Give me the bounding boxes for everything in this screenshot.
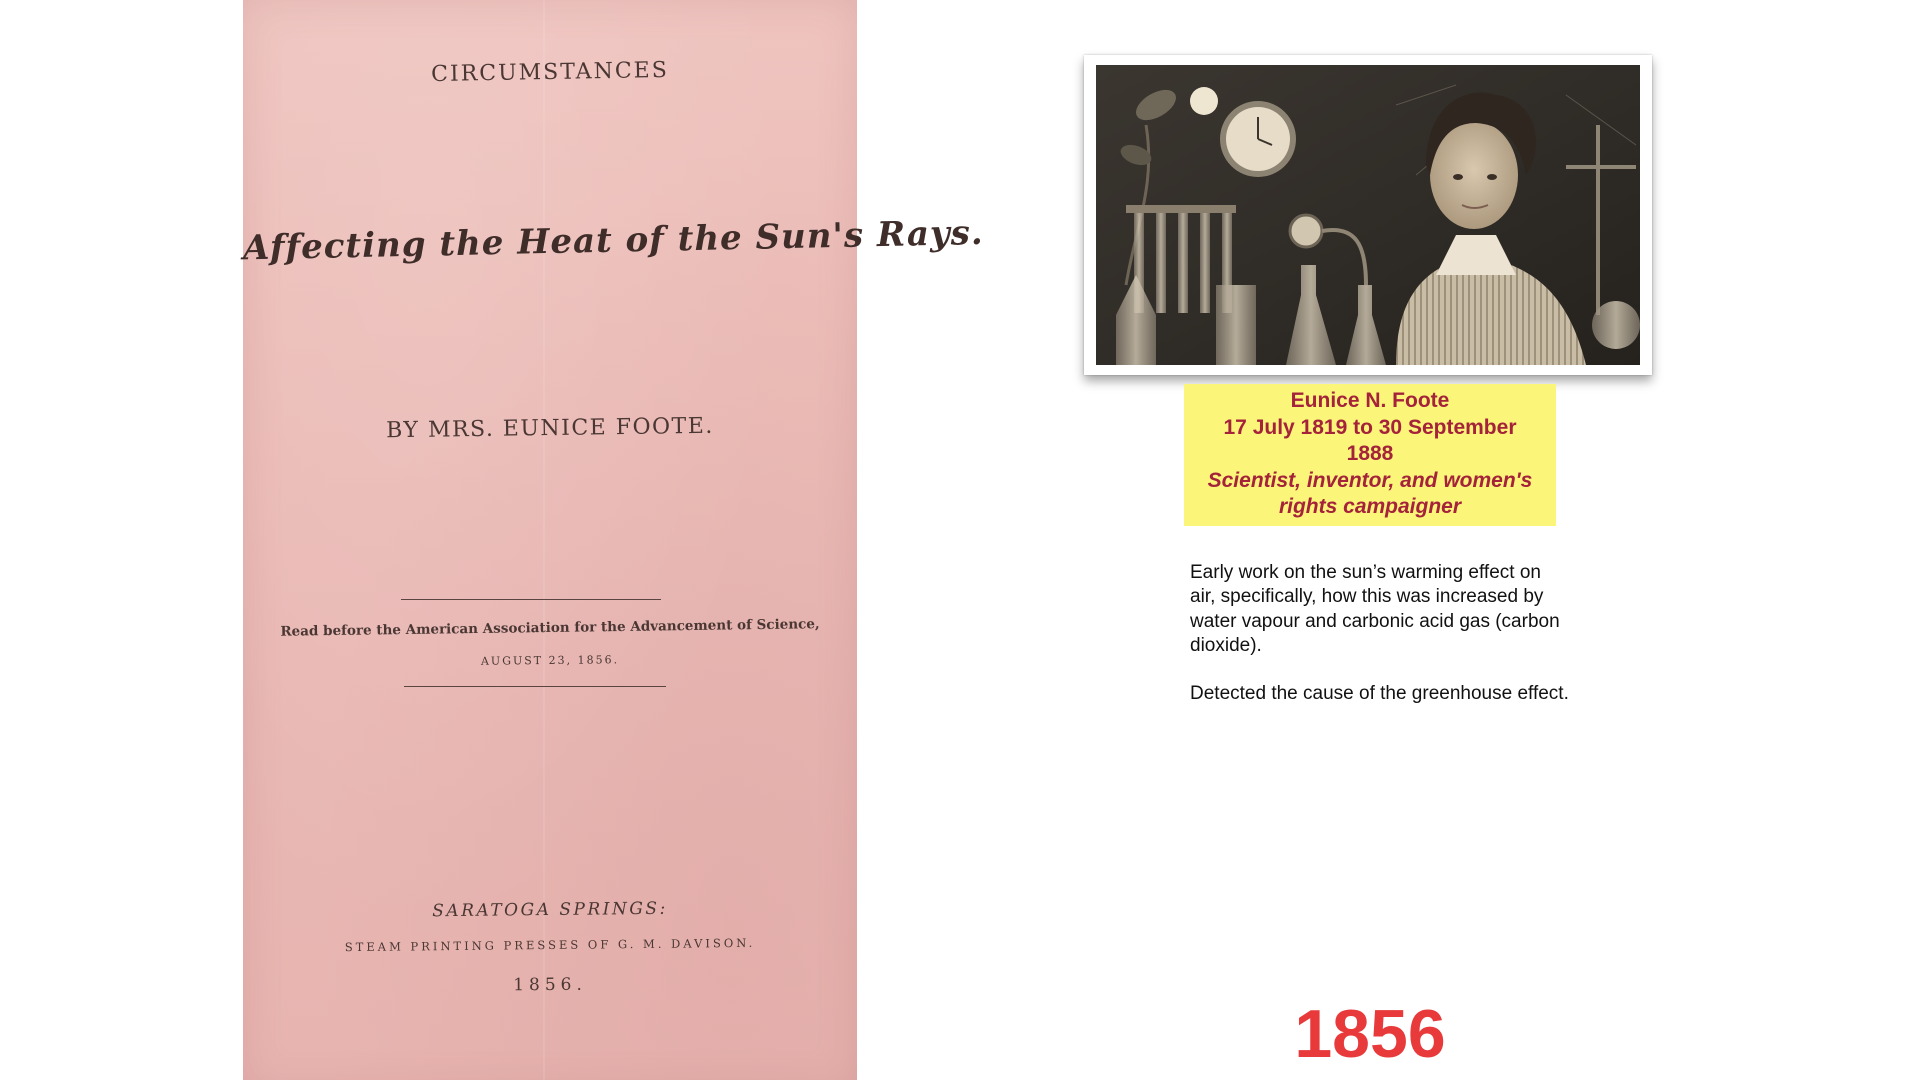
caption-box xyxy=(1184,384,1556,526)
caption-dates-line1: 17 July 1819 to 30 September xyxy=(1223,415,1517,439)
top-divider-rule xyxy=(401,599,661,600)
document-title: Affecting the Heat of the Sun's Rays. xyxy=(242,212,985,269)
year-label: 1856 xyxy=(1294,996,1446,1072)
description-paragraph-1: Early work on the sun’s warming effect on air, specifically, how this was increased by water vapour and carbonic acid gas (carbon dioxide). xyxy=(1190,562,1560,656)
caption-dates-line2: 1888 xyxy=(1346,442,1394,465)
bottom-divider-rule xyxy=(404,686,666,687)
caption-role-line1: Scientist, inventor, and women's xyxy=(1207,468,1533,492)
description-paragraph-2: Detected the cause of the greenhouse effect. xyxy=(1190,683,1569,705)
caption-name: Eunice N. Foote xyxy=(1290,389,1450,412)
portrait-photo xyxy=(1096,65,1640,365)
document-press: STEAM PRINTING PRESSES OF G. M. DAVISON. xyxy=(344,935,756,955)
document-year: 1856. xyxy=(513,974,587,996)
document-date: AUGUST 23, 1856. xyxy=(480,653,620,668)
description xyxy=(1190,561,1570,730)
caption-role-line2: rights campaigner xyxy=(1278,495,1462,518)
document-read-before: Read before the American Association for the Advancement of Science, xyxy=(280,616,820,640)
document-place: SARATOGA SPRINGS: xyxy=(432,898,668,922)
document-heading: CIRCUMSTANCES xyxy=(430,57,670,88)
scanned-title-page xyxy=(242,0,985,1080)
document-author: BY MRS. EUNICE FOOTE. xyxy=(386,413,714,444)
portrait-photo-frame xyxy=(1084,55,1652,375)
